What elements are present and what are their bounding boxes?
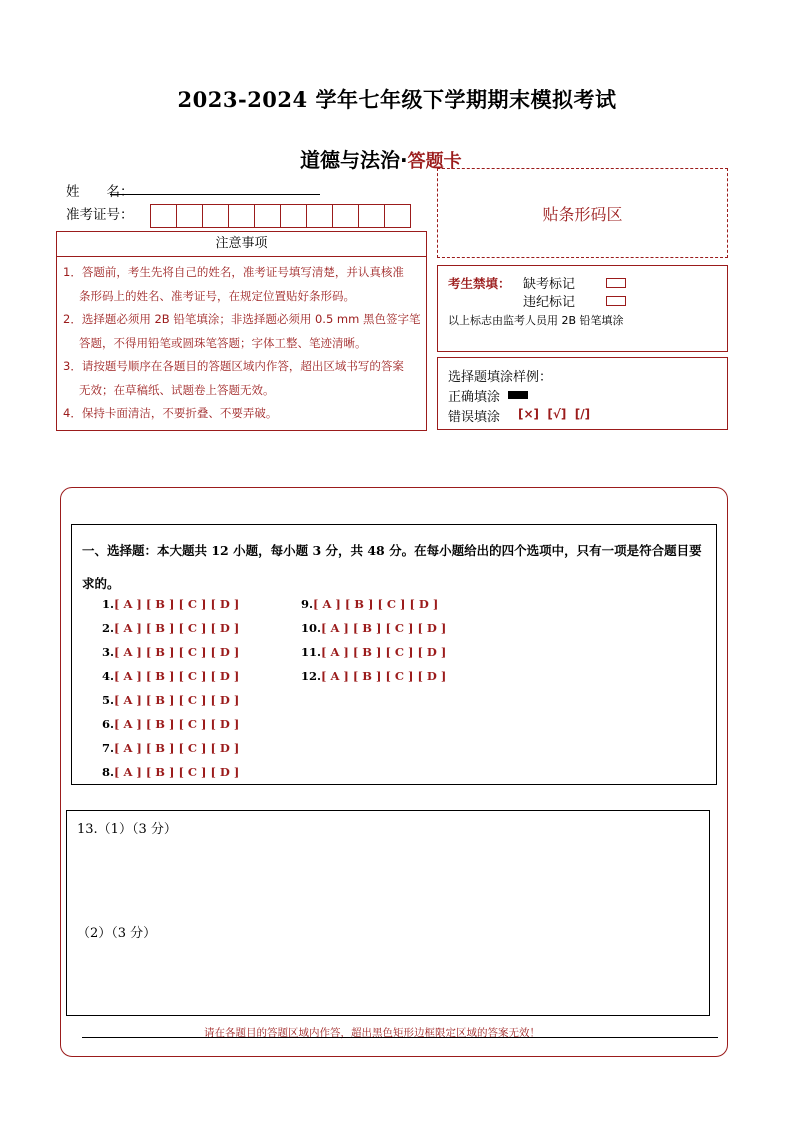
exam-digit-box[interactable]: [306, 204, 333, 228]
footer-divider: [82, 1037, 718, 1038]
section1-instruction: 一、选择题：本大题共 12 小题，每小题 3 分，共 48 分。在每小题给出的四个选项中，只有一项是符合题目要求的。: [82, 543, 702, 591]
wrong-fill-samples: [×] [√] [/]: [518, 407, 591, 421]
exam-digit-box[interactable]: [384, 204, 411, 228]
subject-name: 道德与法治·: [300, 148, 408, 172]
notice-box: [56, 231, 427, 431]
question-row[interactable]: 11.[ A ] [ B ] [ C ] [ D ]: [301, 645, 447, 659]
sample-heading: 选择题填涂样例：: [448, 370, 553, 385]
absent-mark-label: 缺考标记: [523, 277, 576, 292]
name-label: 姓 名：: [66, 184, 134, 200]
exam-digit-box[interactable]: [280, 204, 307, 228]
notice-line: 2．选择题必须用 2B 铅笔填涂；非选择题必须用 0.5 mm 黑色签字笔: [63, 312, 421, 326]
question-row[interactable]: 4.[ A ] [ B ] [ C ] [ D ]: [102, 669, 240, 683]
name-field[interactable]: [110, 194, 320, 195]
notice-line: 4．保持卡面清洁，不要折叠、不要弄破。: [63, 406, 278, 420]
notice-line: 3．请按题号顺序在各题目的答题区域内作答，超出区域书写的答案: [63, 359, 404, 373]
footer-warning: 请在各题目的答题区域内作答，超出黑色矩形边框限定区域的答案无效！: [204, 1027, 540, 1039]
question-row[interactable]: 5.[ A ] [ B ] [ C ] [ D ]: [102, 693, 240, 707]
question-row[interactable]: 10.[ A ] [ B ] [ C ] [ D ]: [301, 621, 447, 635]
exam-digit-box[interactable]: [254, 204, 281, 228]
question-row[interactable]: 7.[ A ] [ B ] [ C ] [ D ]: [102, 741, 240, 755]
correct-fill-sample: [508, 391, 528, 399]
exam-digit-box[interactable]: [332, 204, 359, 228]
proctor-note: 以上标志由监考人员用 2B 铅笔填涂: [448, 314, 624, 327]
wrong-fill-label: 错误填涂: [448, 410, 501, 425]
correct-fill-label: 正确填涂: [448, 390, 501, 405]
violation-mark-label: 违纪标记: [523, 295, 576, 310]
question-row[interactable]: 9.[ A ] [ B ] [ C ] [ D ]: [301, 597, 439, 611]
exam-number-label: 准考证号：: [66, 207, 134, 223]
exam-digit-box[interactable]: [150, 204, 177, 228]
proctor-marks-box: [437, 265, 728, 352]
absent-mark-box[interactable]: [606, 278, 626, 288]
notice-line: 1．答题前，考生先将自己的姓名，准考证号填写清楚，并认真核准: [63, 265, 404, 279]
question-row[interactable]: 12.[ A ] [ B ] [ C ] [ D ]: [301, 669, 447, 683]
answer-card-label: 答题卡: [407, 151, 462, 172]
q13-part1-label: 13.（1）（3 分）: [77, 822, 177, 837]
notice-body: [57, 257, 426, 426]
page-title: 2023-2024 学年七年级下学期期末模拟考试: [177, 87, 617, 112]
notice-heading: 注意事项: [57, 232, 426, 257]
exam-digit-box[interactable]: [228, 204, 255, 228]
notice-line: 条形码上的姓名、准考证号，在规定位置贴好条形码。: [79, 288, 355, 303]
question-row[interactable]: 6.[ A ] [ B ] [ C ] [ D ]: [102, 717, 240, 731]
exam-digit-box[interactable]: [202, 204, 229, 228]
notice-line: 无效；在草稿纸、试题卷上答题无效。: [79, 382, 275, 397]
barcode-label: 贴条形码区: [542, 204, 623, 224]
question-13-box[interactable]: [66, 810, 710, 1016]
exam-digit-box[interactable]: [176, 204, 203, 228]
barcode-area: [437, 168, 728, 258]
q13-part2-label: （2）（3 分）: [77, 926, 157, 941]
exam-digit-box[interactable]: [358, 204, 385, 228]
question-row[interactable]: 3.[ A ] [ B ] [ C ] [ D ]: [102, 645, 240, 659]
notice-line: 答题，不得用铅笔或圆珠笔答题；字体工整、笔迹清晰。: [79, 335, 367, 350]
fill-sample-box: [437, 357, 728, 430]
violation-mark-box[interactable]: [606, 296, 626, 306]
question-row[interactable]: 2.[ A ] [ B ] [ C ] [ D ]: [102, 621, 240, 635]
question-row[interactable]: 1.[ A ] [ B ] [ C ] [ D ]: [102, 597, 240, 611]
exam-number-boxes[interactable]: [151, 204, 411, 228]
question-row[interactable]: 8.[ A ] [ B ] [ C ] [ D ]: [102, 765, 240, 779]
forbid-label: 考生禁填：: [448, 276, 511, 291]
